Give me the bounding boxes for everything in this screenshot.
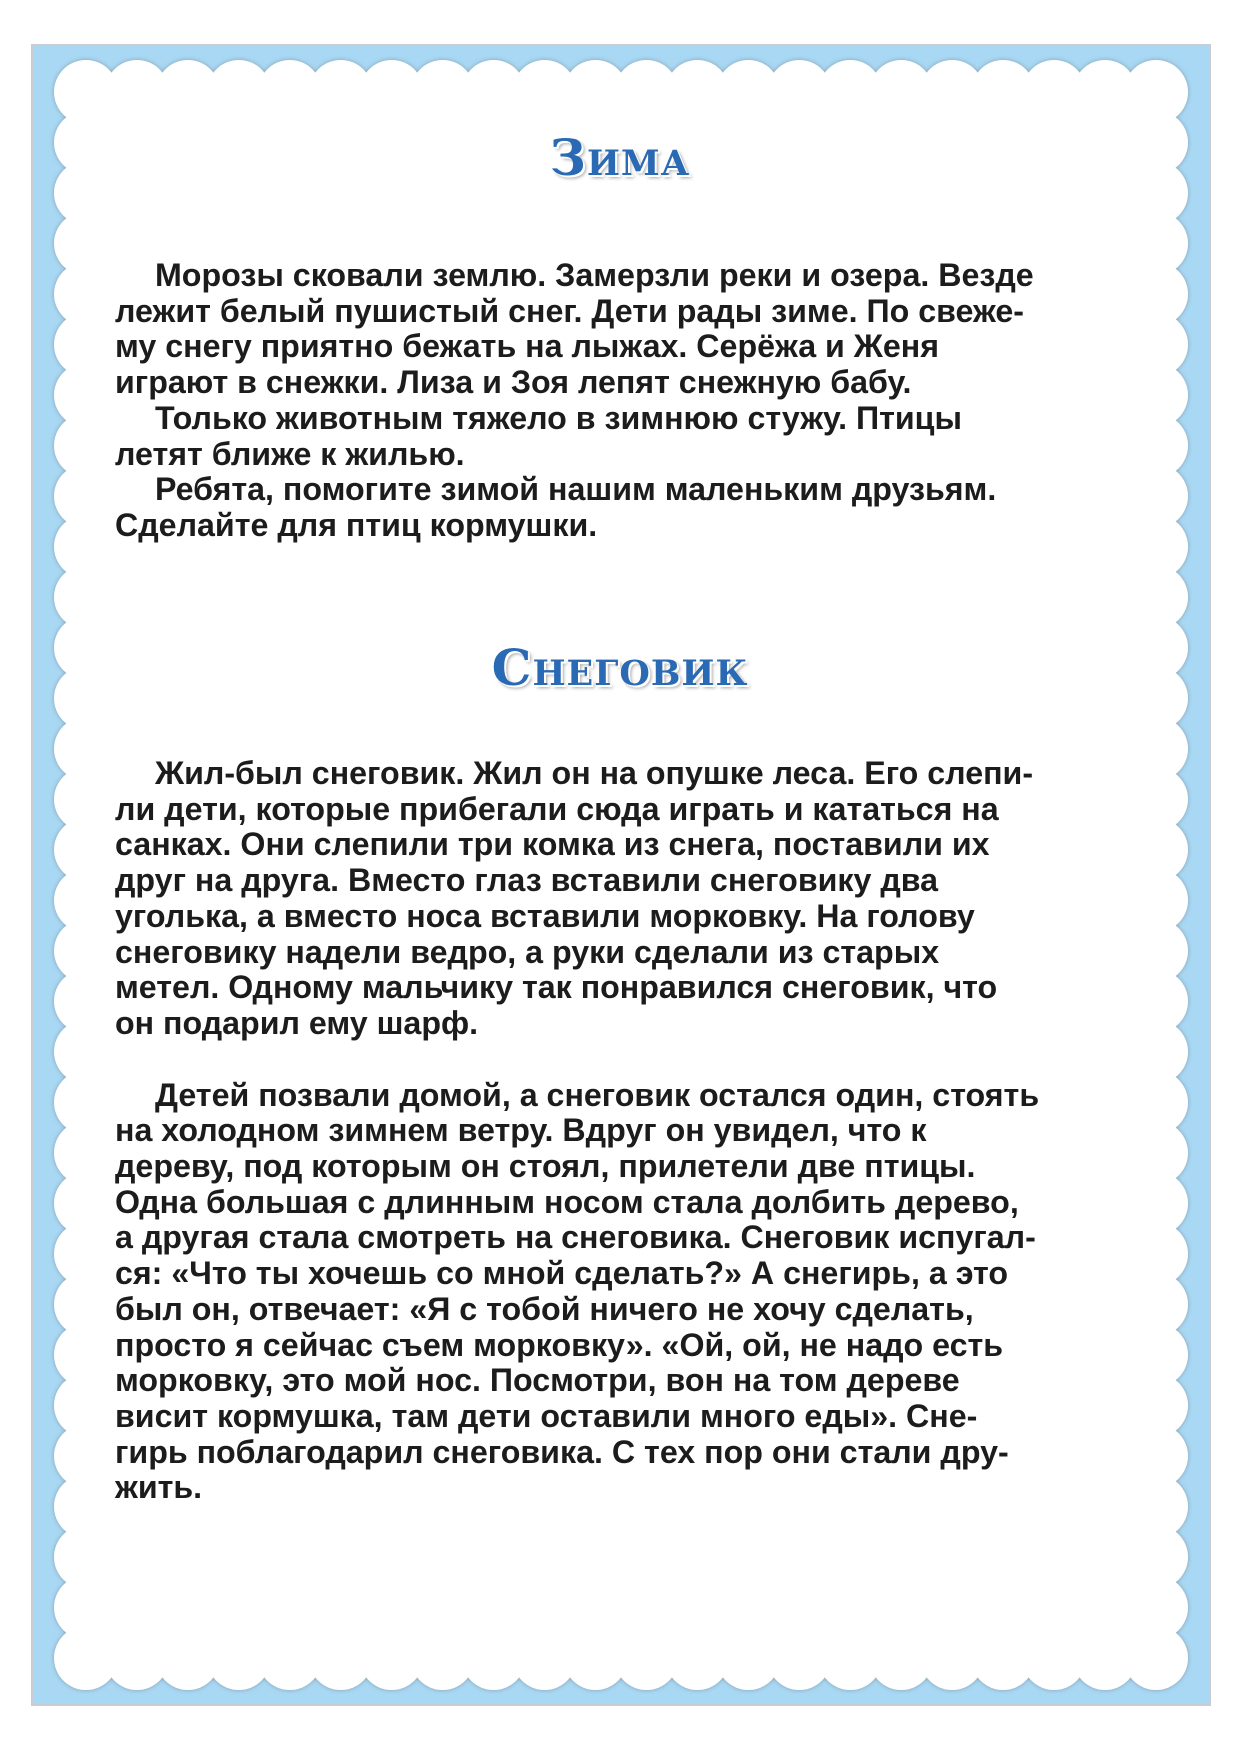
text-line: был он, отвечает: «Я с тобой ничего не хочу сделать, [115, 1290, 974, 1327]
text-line: играют в снежки. Лиза и Зоя лепят снежную бабу. [115, 364, 912, 401]
text-line: лежит белый пушистый снег. Дети рады зиме. По свеже- [115, 292, 1025, 329]
text-line: летят ближе к жилью. [115, 435, 465, 472]
text-line: гирь поблагодарил снеговика. С тех пор они стали дру- [115, 1433, 1009, 1470]
text-line: друг на друга. Вместо глаз вставили снеговику два [115, 862, 939, 899]
story-title-winter: Зима [549, 128, 691, 187]
text-line: уголька, а вместо носа вставили морковку. На голову [115, 897, 975, 934]
story-title-snowman: Снеговик [491, 638, 749, 697]
text-line: му снегу приятно бежать на лыжах. Серёжа и Женя [115, 328, 940, 365]
text-line: он подарил ему шарф. [115, 1004, 479, 1041]
text-line: Одна большая с длинным носом стала долбить дерево, [115, 1183, 1019, 1220]
text-line: ли дети, которые прибегали сюда играть и кататься на [115, 790, 999, 827]
text-line: Ребята, помогите зимой нашим маленьким друзьям. [155, 471, 997, 508]
text-line: а другая стала смотреть на снеговика. Снеговик испугал- [115, 1219, 1036, 1256]
text-line: снеговику надели ведро, а руки сделали из старых [115, 933, 940, 970]
text-line: Детей позвали домой, а снеговик остался один, стоять [155, 1076, 1040, 1113]
text-line: метел. Одному мальчику так понравился снеговик, что [115, 969, 998, 1006]
text-line: морковку, это мой нос. Посмотри, вон на том дереве [115, 1362, 960, 1399]
text-line: просто я сейчас съем морковку». «Ой, ой, не надо есть [115, 1326, 1004, 1363]
text-line: санках. Они слепили три комка из снега, поставили их [115, 826, 990, 863]
text-line: Морозы сковали землю. Замерзли реки и озера. Везде [155, 257, 1034, 293]
text-line: на холодном зимнем ветру. Вдруг он увидел, что к [115, 1112, 927, 1149]
text-line: жить. [115, 1469, 203, 1506]
story-body-snowman [115, 756, 1135, 1506]
text-line: ся: «Что ты хочешь со мной сделать?» А снегирь, а это [115, 1255, 1009, 1292]
paragraph-gap [115, 1042, 1135, 1078]
text-line: висит кормушка, там дети оставили много еды». Сне- [115, 1397, 978, 1434]
story-body-winter [115, 258, 1135, 544]
text-line: Сделайте для птиц кормушки. [115, 506, 598, 543]
text-line: Только животным тяжело в зимнюю стужу. Птицы [155, 399, 962, 436]
text-line: Жил-был снеговик. Жил он на опушке леса. Его слепи- [155, 755, 1034, 791]
text-line: дереву, под которым он стоял, прилетели две птицы. [115, 1148, 976, 1185]
